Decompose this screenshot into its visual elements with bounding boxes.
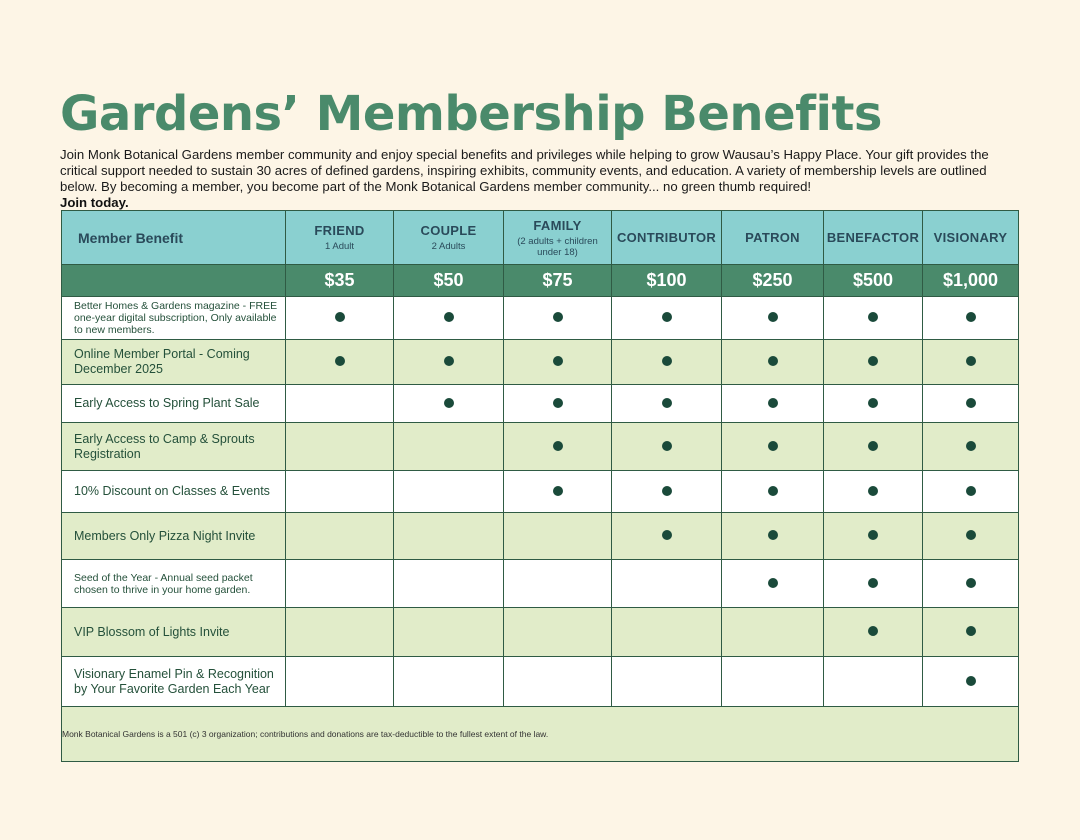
- benefit-cell: [612, 423, 722, 471]
- footnote-row: [62, 707, 1019, 762]
- benefit-row: [62, 297, 1019, 340]
- included-dot-icon: [768, 441, 778, 451]
- level-header: [923, 211, 1019, 265]
- benefit-cell: [394, 340, 504, 385]
- included-dot-icon: [868, 626, 878, 636]
- benefit-cell: [722, 385, 824, 423]
- level-price: $35: [286, 265, 394, 297]
- benefit-cell: [824, 297, 923, 340]
- benefit-cell: [286, 471, 394, 513]
- benefit-cell: [722, 471, 824, 513]
- benefit-cell: [504, 340, 612, 385]
- included-dot-icon: [768, 530, 778, 540]
- included-dot-icon: [868, 312, 878, 322]
- benefit-cell: [394, 385, 504, 423]
- benefit-cell: [824, 471, 923, 513]
- benefit-cell: [286, 560, 394, 608]
- benefit-cell: [824, 340, 923, 385]
- membership-benefits-table: [61, 210, 1019, 762]
- benefit-cell: [612, 560, 722, 608]
- benefit-cell: [612, 471, 722, 513]
- included-dot-icon: [868, 578, 878, 588]
- level-header: [824, 211, 923, 265]
- level-name: FAMILY: [533, 217, 582, 233]
- benefit-cell: [394, 423, 504, 471]
- benefit-cell: [504, 423, 612, 471]
- level-price: $75: [504, 265, 612, 297]
- benefit-column-header: Member Benefit: [62, 211, 286, 265]
- benefit-cell: [923, 423, 1019, 471]
- benefit-cell: [504, 297, 612, 340]
- level-header: [722, 211, 824, 265]
- benefit-cell: [504, 385, 612, 423]
- benefit-row: [62, 471, 1019, 513]
- included-dot-icon: [553, 356, 563, 366]
- benefit-row: [62, 513, 1019, 560]
- benefit-row: [62, 340, 1019, 385]
- benefit-cell: [923, 297, 1019, 340]
- benefit-name: 10% Discount on Classes & Events: [62, 471, 286, 513]
- benefit-cell: [923, 608, 1019, 657]
- included-dot-icon: [768, 356, 778, 366]
- benefit-cell: [722, 423, 824, 471]
- benefit-cell: [504, 657, 612, 707]
- page-title: Gardens’ Membership Benefits: [60, 86, 882, 142]
- benefit-cell: [824, 385, 923, 423]
- benefit-cell: [923, 385, 1019, 423]
- benefit-cell: [722, 657, 824, 707]
- included-dot-icon: [444, 398, 454, 408]
- benefit-cell: [923, 560, 1019, 608]
- levels-header-row: [62, 211, 1019, 265]
- benefit-cell: [504, 513, 612, 560]
- included-dot-icon: [662, 441, 672, 451]
- level-name: PATRON: [745, 230, 800, 245]
- included-dot-icon: [966, 486, 976, 496]
- level-sub: 1 Adult: [324, 241, 355, 252]
- included-dot-icon: [868, 398, 878, 408]
- benefit-cell: [824, 423, 923, 471]
- footnote: Monk Botanical Gardens is a 501 (c) 3 organization; contributions and donations are tax-deductible to the fullest extent of the law.: [62, 707, 1019, 762]
- benefit-cell: [286, 513, 394, 560]
- benefit-cell: [504, 608, 612, 657]
- benefit-row: [62, 423, 1019, 471]
- included-dot-icon: [768, 578, 778, 588]
- join-today: Join today.: [60, 195, 129, 210]
- level-name: COUPLE: [420, 223, 477, 238]
- included-dot-icon: [966, 441, 976, 451]
- benefit-cell: [286, 608, 394, 657]
- included-dot-icon: [444, 356, 454, 366]
- included-dot-icon: [868, 486, 878, 496]
- benefit-cell: [394, 471, 504, 513]
- benefit-name: Visionary Enamel Pin & Recognition by Your Favorite Garden Each Year: [62, 657, 286, 707]
- included-dot-icon: [335, 356, 345, 366]
- benefit-name: Seed of the Year - Annual seed packet chosen to thrive in your home garden.: [62, 560, 286, 608]
- benefit-cell: [923, 471, 1019, 513]
- included-dot-icon: [966, 356, 976, 366]
- included-dot-icon: [662, 398, 672, 408]
- benefit-cell: [824, 513, 923, 560]
- benefit-cell: [612, 657, 722, 707]
- included-dot-icon: [553, 398, 563, 408]
- benefit-row: [62, 608, 1019, 657]
- level-sub: 2 Adults: [431, 241, 466, 252]
- benefit-cell: [504, 471, 612, 513]
- level-price: $250: [722, 265, 824, 297]
- included-dot-icon: [768, 312, 778, 322]
- level-sub: (2 adults + children under 18): [517, 235, 598, 258]
- benefit-cell: [286, 657, 394, 707]
- included-dot-icon: [662, 486, 672, 496]
- benefit-cell: [722, 297, 824, 340]
- intro-paragraph: Join Monk Botanical Gardens member community and enjoy special benefits and privileges while helping to grow Wausau’s Happy Place. Your gift provides the critical support needed to sustain 30 acres of defined gardens, inspiring exhibits, community events, and education. A variety of membership levels are outlined below. By becoming a member, you become part of the Monk Botanical Gardens member community... no green thumb required!: [60, 147, 989, 194]
- benefit-cell: [612, 297, 722, 340]
- included-dot-icon: [768, 486, 778, 496]
- benefit-cell: [923, 513, 1019, 560]
- benefit-cell: [824, 560, 923, 608]
- included-dot-icon: [553, 441, 563, 451]
- benefit-cell: [394, 513, 504, 560]
- benefit-cell: [722, 608, 824, 657]
- benefit-cell: [612, 513, 722, 560]
- benefit-row: [62, 657, 1019, 707]
- benefit-row: [62, 560, 1019, 608]
- included-dot-icon: [966, 312, 976, 322]
- included-dot-icon: [868, 441, 878, 451]
- included-dot-icon: [768, 398, 778, 408]
- benefit-cell: [394, 608, 504, 657]
- included-dot-icon: [966, 626, 976, 636]
- benefit-cell: [824, 657, 923, 707]
- price-row: [62, 265, 1019, 297]
- benefit-name: Early Access to Camp & Sprouts Registration: [62, 423, 286, 471]
- included-dot-icon: [966, 530, 976, 540]
- benefit-cell: [612, 340, 722, 385]
- included-dot-icon: [662, 312, 672, 322]
- benefit-cell: [612, 608, 722, 657]
- level-price: $50: [394, 265, 504, 297]
- level-header: [504, 211, 612, 265]
- included-dot-icon: [966, 578, 976, 588]
- benefit-cell: [394, 657, 504, 707]
- included-dot-icon: [662, 356, 672, 366]
- benefit-cell: [722, 560, 824, 608]
- benefit-cell: [286, 297, 394, 340]
- benefit-name: VIP Blossom of Lights Invite: [62, 608, 286, 657]
- level-name: BENEFACTOR: [826, 230, 920, 245]
- included-dot-icon: [335, 312, 345, 322]
- level-price: $100: [612, 265, 722, 297]
- benefit-cell: [923, 340, 1019, 385]
- benefit-cell: [824, 608, 923, 657]
- included-dot-icon: [966, 398, 976, 408]
- benefit-cell: [286, 340, 394, 385]
- level-header: [394, 211, 504, 265]
- benefit-cell: [722, 340, 824, 385]
- benefit-cell: [286, 423, 394, 471]
- benefit-name: Members Only Pizza Night Invite: [62, 513, 286, 560]
- included-dot-icon: [444, 312, 454, 322]
- benefit-name: Online Member Portal - Coming December 2025: [62, 340, 286, 385]
- included-dot-icon: [553, 312, 563, 322]
- benefit-cell: [722, 513, 824, 560]
- level-price: $500: [824, 265, 923, 297]
- level-name: CONTRIBUTOR: [616, 230, 717, 245]
- included-dot-icon: [553, 486, 563, 496]
- price-row-label: [62, 265, 286, 297]
- benefit-cell: [612, 385, 722, 423]
- level-header: [612, 211, 722, 265]
- benefit-cell: [923, 657, 1019, 707]
- included-dot-icon: [868, 530, 878, 540]
- benefit-cell: [286, 385, 394, 423]
- benefit-name: Early Access to Spring Plant Sale: [62, 385, 286, 423]
- included-dot-icon: [662, 530, 672, 540]
- benefit-row: [62, 385, 1019, 423]
- level-header: [286, 211, 394, 265]
- level-name: VISIONARY: [933, 230, 1008, 245]
- level-price: $1,000: [923, 265, 1019, 297]
- included-dot-icon: [966, 676, 976, 686]
- level-name: FRIEND: [314, 223, 365, 238]
- benefit-cell: [394, 560, 504, 608]
- benefit-name: Better Homes & Gardens magazine - FREE one-year digital subscription, Only available to new members.: [62, 297, 286, 340]
- benefit-cell: [394, 297, 504, 340]
- benefit-cell: [504, 560, 612, 608]
- included-dot-icon: [868, 356, 878, 366]
